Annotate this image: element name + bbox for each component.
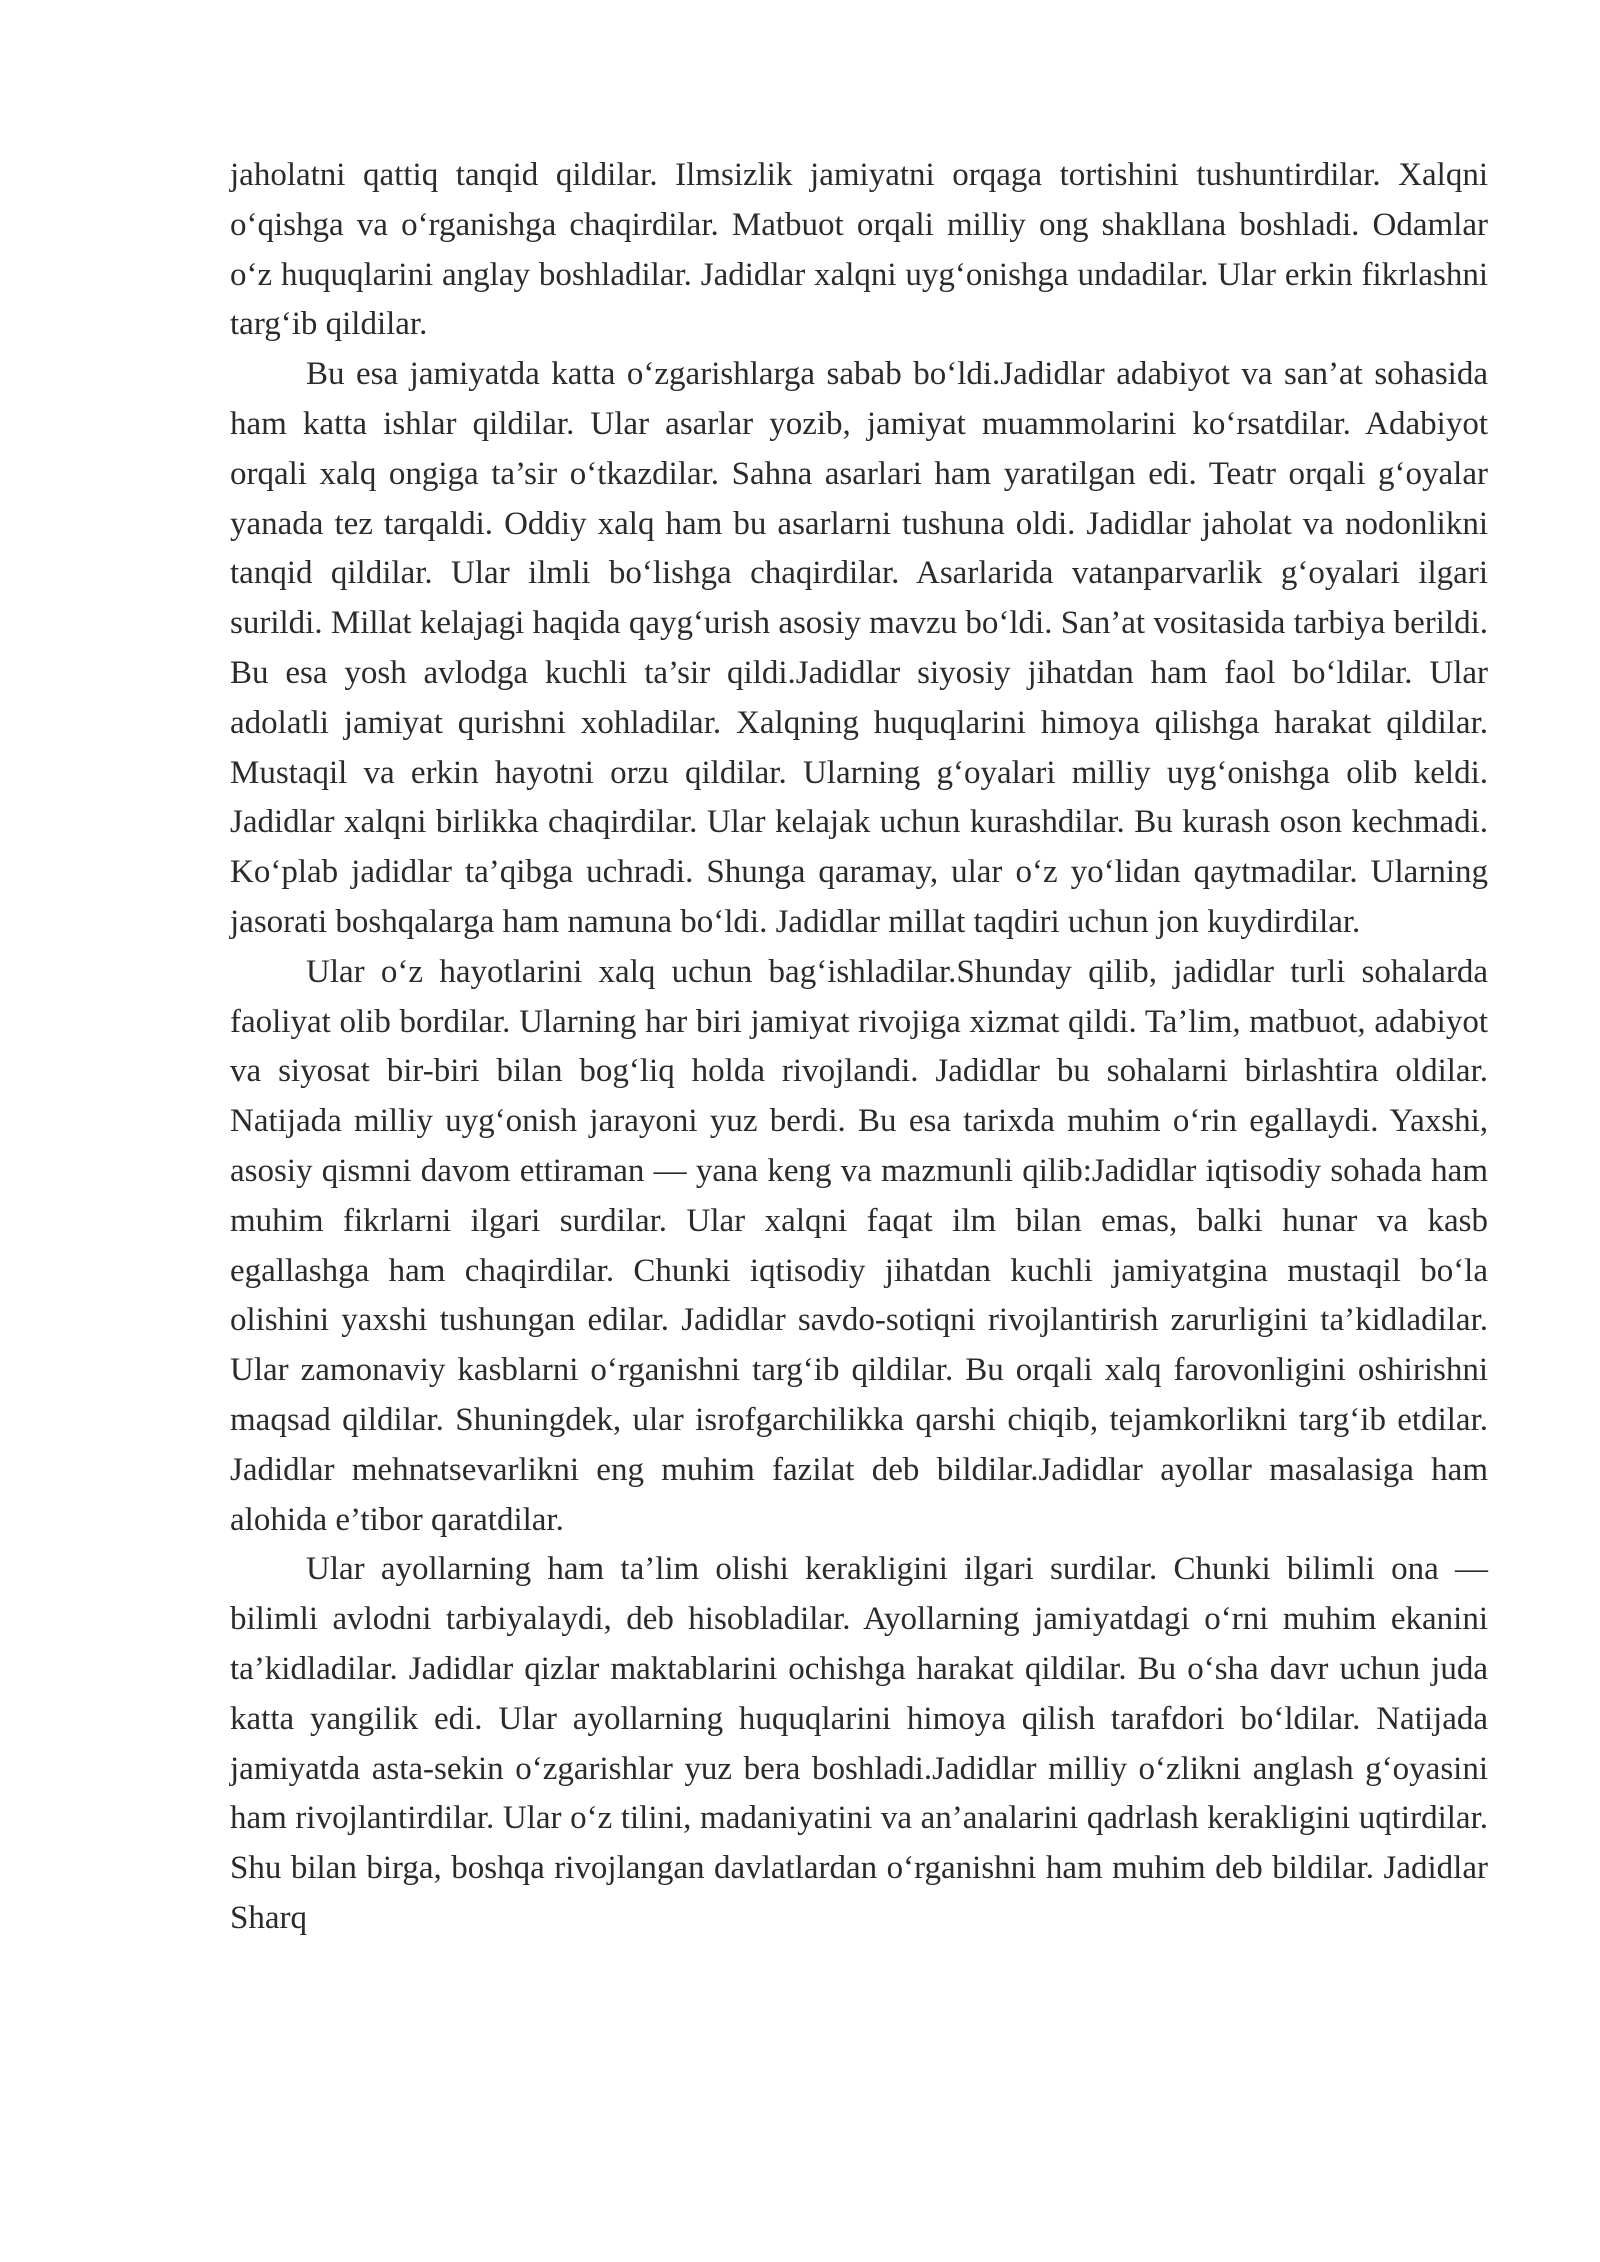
paragraph-1: jaholatni qattiq tanqid qildilar. Ilmsizlik jamiyatni orqaga tortishini tushuntirdilar. Xalqni o‘qishga va o‘rganishga chaqirdilar. Matbuot orqali milliy ong shakllana boshladi. Odamlar o‘z huquqlarini anglay boshladilar. Jadidlar xalqni uyg‘onishga undadilar. Ular erkin fikrlashni targ‘ib qildilar. <box>230 157 1488 343</box>
paragraph-3: Ular o‘z hayotlarini xalq uchun bag‘ishladilar.Shunday qilib, jadidlar turli sohalarda faoliyat olib bordilar. Ularning har biri jamiyat rivojiga xizmat qildi. Ta’lim, matbuot, adabiyot va siyosat bir-biri bilan bog‘liq holda rivojlandi. Jadidlar bu sohalarni birlashtira oldilar. Natijada milliy uyg‘onish jarayoni yuz berdi. Bu esa tarixda muhim o‘rin egallaydi. Yaxshi, asosiy qismni davom ettiraman — yana keng va mazmunli qilib:Jadidlar iqtisodiy sohada ham muhim fikrlarni ilgari surdilar. Ular xalqni faqat ilm bilan emas, balki hunar va kasb egallashga ham chaqirdilar. Chunki iqtisodiy jihatdan kuchli jamiyatgina mustaqil bo‘la olishini yaxshi tushungan edilar. Jadidlar savdo-sotiqni rivojlantirish zarurligini ta’kidladilar. Ular zamonaviy kasblarni o‘rganishni targ‘ib qildilar. Bu orqali xalq farovonligini oshirishni maqsad qildilar. Shuningdek, ular isrofgarchilikka qarshi chiqib, tejamkorlikni targ‘ib etdilar. Jadidlar mehnatsevarlikni eng muhim fazilat deb bildilar.Jadidlar ayollar masalasiga ham alohida e’tibor qaratdilar. <box>230 953 1488 1538</box>
document-body <box>230 151 1488 1944</box>
paragraph-2: Bu esa jamiyatda katta o‘zgarishlarga sabab bo‘ldi.Jadidlar adabiyot va san’at sohasida ham katta ishlar qildilar. Ular asarlar yozib, jamiyat muammolarini ko‘rsatdilar. Adabiyot orqali xalq ongiga ta’sir o‘tkazdilar. Sahna asarlari ham yaratilgan edi. Teatr orqali g‘oyalar yanada tez tarqaldi. Oddiy xalq ham bu asarlarni tushuna oldi. Jadidlar jaholat va nodonlikni tanqid qildilar. Ular ilmli bo‘lishga chaqirdilar. Asarlarida vatanparvarlik g‘oyalari ilgari surildi. Millat kelajagi haqida qayg‘urish asosiy mavzu bo‘ldi. San’at vositasida tarbiya berildi. Bu esa yosh avlodga kuchli ta’sir qildi.Jadidlar siyosiy jihatdan ham faol bo‘ldilar. Ular adolatli jamiyat qurishni xohladilar. Xalqning huquqlarini himoya qilishga harakat qildilar. Mustaqil va erkin hayotni orzu qildilar. Ularning g‘oyalari milliy uyg‘onishga olib keldi. Jadidlar xalqni birlikka chaqirdilar. Ular kelajak uchun kurashdilar. Bu kurash oson kechmadi. Ko‘plab jadidlar ta’qibga uchradi. Shunga qaramay, ular o‘z yo‘lidan qaytmadilar. Ularning jasorati boshqalarga ham namuna bo‘ldi. Jadidlar millat taqdiri uchun jon kuydirdilar. <box>230 356 1488 940</box>
paragraph-4: Ular ayollarning ham ta’lim olishi kerakligini ilgari surdilar. Chunki bilimli ona — bilimli avlodni tarbiyalaydi, deb hisobladilar. Ayollarning jamiyatdagi o‘rni muhim ekanini ta’kidladilar. Jadidlar qizlar maktablarini ochishga harakat qildilar. Bu o‘sha davr uchun juda katta yangilik edi. Ular ayollarning huquqlarini himoya qilish tarafdori bo‘ldilar. Natijada jamiyatda asta-sekin o‘zgarishlar yuz bera boshladi.Jadidlar milliy o‘zlikni anglash g‘oyasini ham rivojlantirdilar. Ular o‘z tilini, madaniyatini va an’analarini qadrlash kerakligini uqtirdilar. Shu bilan birga, boshqa rivojlangan davlatlardan o‘rganishni ham muhim deb bildilar. Jadidlar Sharq <box>230 1551 1488 1936</box>
